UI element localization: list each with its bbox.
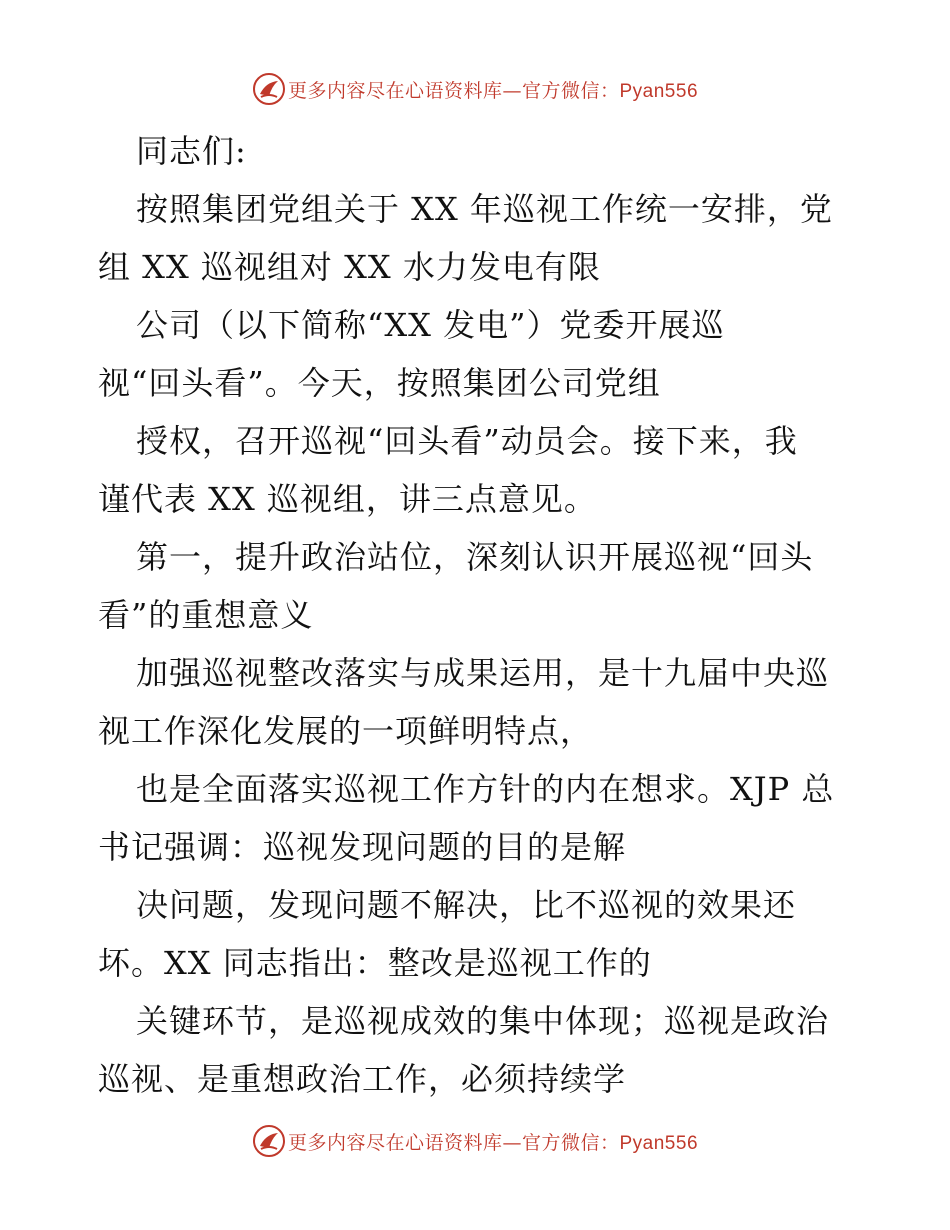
book-logo-icon	[252, 1124, 286, 1158]
paragraph-line: 加强巡视整改落实与成果运用，是十九届中央巡	[136, 654, 830, 692]
book-logo-icon	[252, 72, 286, 106]
paragraph-line: 视“回头看”。今天，按照集团公司党组	[98, 364, 661, 402]
paragraph-line: 书记强调：巡视发现问题的目的是解	[98, 828, 627, 866]
paragraph-line: 巡视、是重想政治工作，必须持续学	[98, 1060, 627, 1098]
paragraph-line: 谨代表 XX 巡视组，讲三点意见。	[98, 480, 597, 518]
paragraph-line: 公司（以下简称“XX 发电”）党委开展巡	[136, 306, 725, 344]
paragraph-line: 决问题，发现问题不解决，比不巡视的效果还	[136, 886, 797, 924]
header-watermark	[0, 72, 950, 106]
watermark-text: 更多内容尽在心语资料库—官方微信：Pyan556	[287, 1131, 699, 1154]
paragraph-line: 组 XX 巡视组对 XX 水力发电有限	[98, 248, 601, 286]
paragraph-line: 同志们:	[136, 132, 247, 170]
document-body	[98, 122, 858, 1108]
paragraph-line: 关键环节，是巡视成效的集中体现；巡视是政治	[136, 1002, 830, 1040]
paragraph-line: 按照集团党组关于 XX 年巡视工作统一安排，党	[136, 190, 833, 228]
paragraph-line: 也是全面落实巡视工作方针的内在想求。XJP 总	[136, 770, 835, 808]
footer-watermark	[0, 1124, 950, 1158]
paragraph-line: 看”的重想意义	[98, 596, 314, 634]
paragraph-line: 授权，召开巡视“回头看”动员会。接下来，我	[136, 422, 798, 460]
paragraph-line: 视工作深化发展的一项鲜明特点，	[98, 712, 594, 750]
paragraph-line: 第一，提升政治站位，深刻认识开展巡视“回头	[136, 538, 814, 576]
paragraph-line: 坏。XX 同志指出：整改是巡视工作的	[98, 944, 652, 982]
watermark-text: 更多内容尽在心语资料库—官方微信：Pyan556	[287, 79, 699, 102]
